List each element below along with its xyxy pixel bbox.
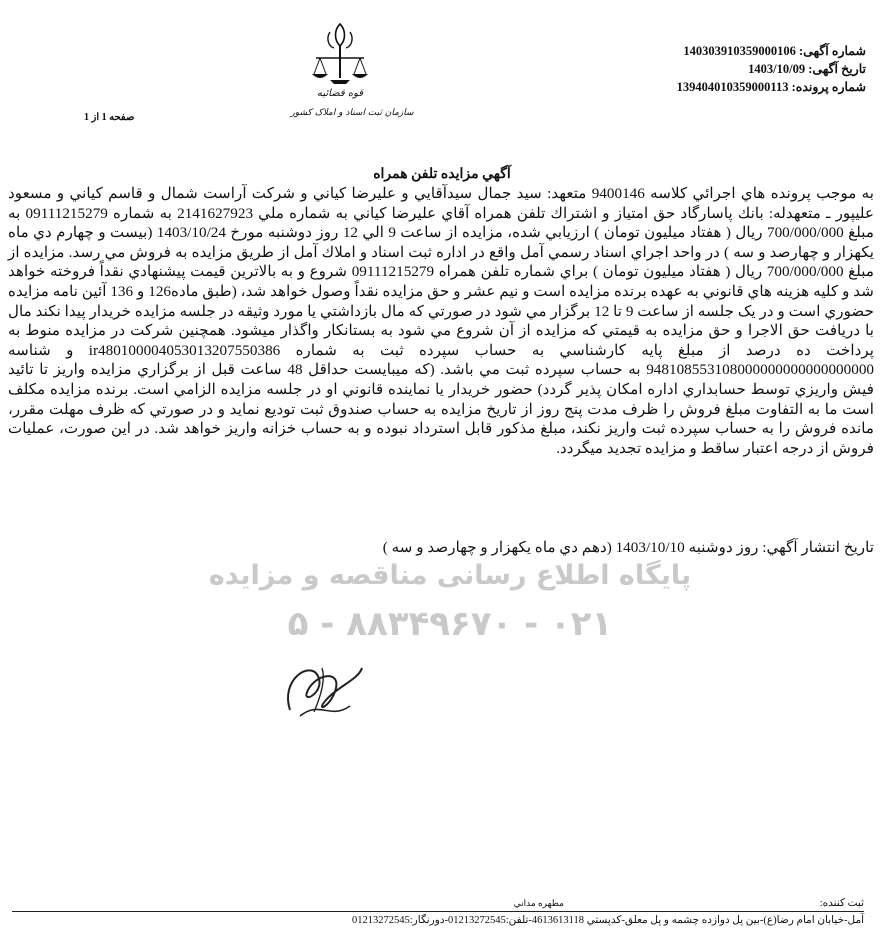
case-number-row: [566, 78, 866, 96]
registrar-label: ثبت كننده:: [819, 898, 864, 909]
signature: [270, 640, 380, 730]
notice-body: به موجب پرونده هاي اجرائي كلاسه 9400146 متعهد: سيد جمال سيدآقايي و عليرضا كياني و شركت آراست شمال و قاسم كياني و مسعود عليپور ـ متعهدله: بانك پاسارگاد حق امتياز و اشتراك تلفن همراه آقاي عليرضا كياني به شماره ملي 2141627923 به شماره 09111215279 به مبلغ 700/000/000 ريال ( هفتاد ميليون تومان ) ارزيابي شده، مزايده از ساعت 9 الي 12 روز دوشنبه مورخ 1403/10/24 (بيست و چهارم دي ماه يكهزار و چهارصد و سه ) در واحد اجراي اسناد رسمي آمل واقع در اداره ثبت اسناد و املاك آمل از طريق مزايده به فروش مي رسد. مزايده از مبلغ 700/000/000 ريال ( هفتاد ميليون تومان ) براي شماره تلفن همراه 09111215279 شروع و به بالاترين قيمت پيشنهادي نقداً فروخته خواهد شد و كليه هزينه هاي قانوني به عهده برنده مزايده است و نيم عشر و حق مزايده نقداً وصول خواهد شد، (طبق ماده126 و 136 آئين نامه مزايده حضوري است و در يک جلسه از ساعت 9 تا 12 برگزار مي شود در صورتي كه مال بازداشتي يا مورد وثيقه در جلسه مزايده خريدار پيدا نكند مال با دريافت حق الاجرا و حق مزايده به قيمتي كه مزايده از آن شروع مي شود به بستانكار واگذار ميشود. همچنين شركت در مزايده منوط به پرداخت ده درصد از مبلغ پايه كارشناسي به حساب سپرده ثبت به شماره ir480100004053013207550386 و شناسه 948108553108000000000000000000 به حساب سپرده ثبت مي باشد. (كه ميبايست حداقل 48 ساعت قبل از برگزاري مزايده واريز تا تائيد فيش واريزي توسط حسابداري اداره امكان پذير گردد) حضور خريدار يا نماينده قانوني او در جلسه مزايده الزامي است. برنده مزايده مكلف است ما به التفاوت مبلغ فروش را ظرف مدت پنج روز از تاريخ مزايده به حساب صندوق ثبت توديع نمايد و در صورتي كه ظرف مهلت مقرر، مانده فروش را به حساب سپرده ثبت واريز نكند، مبلغ مذكور قابل استرداد نبوده و به حساب خزانه واريز خواهد شد. در اين صورت، عمليات فروش از درجه اعتبار ساقط و مزايده تجديد ميگردد.: [4, 185, 875, 457]
ad-date-value: 1403/10/09: [748, 62, 806, 76]
registrar-name: مطهره مداني: [513, 898, 564, 908]
logo-text-judiciary: قوه قضائیه: [316, 88, 364, 99]
ad-number-value: 140303910359000106: [683, 44, 796, 58]
case-number-value: 139404010359000113: [676, 80, 789, 94]
footer-divider: [12, 911, 864, 912]
watermark-line-1: پایگاه اطلاع رسانی مناقصه و مزایده: [208, 560, 692, 591]
publish-date: تاريخ انتشار آگهي: روز دوشنبه 1403/10/10 (دهم دي ماه يكهزار و چهارصد و سه ): [382, 539, 874, 556]
footer-address: آمل-خيابان امام رضا(ع)-بين پل دوازده چشمه و پل معلق-كدپستي 4613613118-تلفن:01213272545-دورنگار:01213272545: [352, 915, 864, 926]
notice-title: آگهي مزايده تلفن همراه: [373, 167, 511, 182]
logo-text-organization: سازمان ثبت اسناد و املاک کشور: [290, 108, 414, 118]
ad-date-row: [566, 60, 866, 78]
case-number-label: شماره پرونده:: [791, 80, 866, 94]
ad-metadata: [566, 42, 866, 96]
ad-number-row: [566, 42, 866, 60]
ad-number-label: شماره آگهی:: [799, 44, 866, 58]
watermark-phone: ۰۲۱ - ۸۸۳۴۹۶۷۰ - ۵: [287, 604, 613, 644]
page-number: صفحه 1 از 1: [84, 112, 135, 123]
ad-date-label: تاریخ آگهی:: [808, 62, 866, 76]
